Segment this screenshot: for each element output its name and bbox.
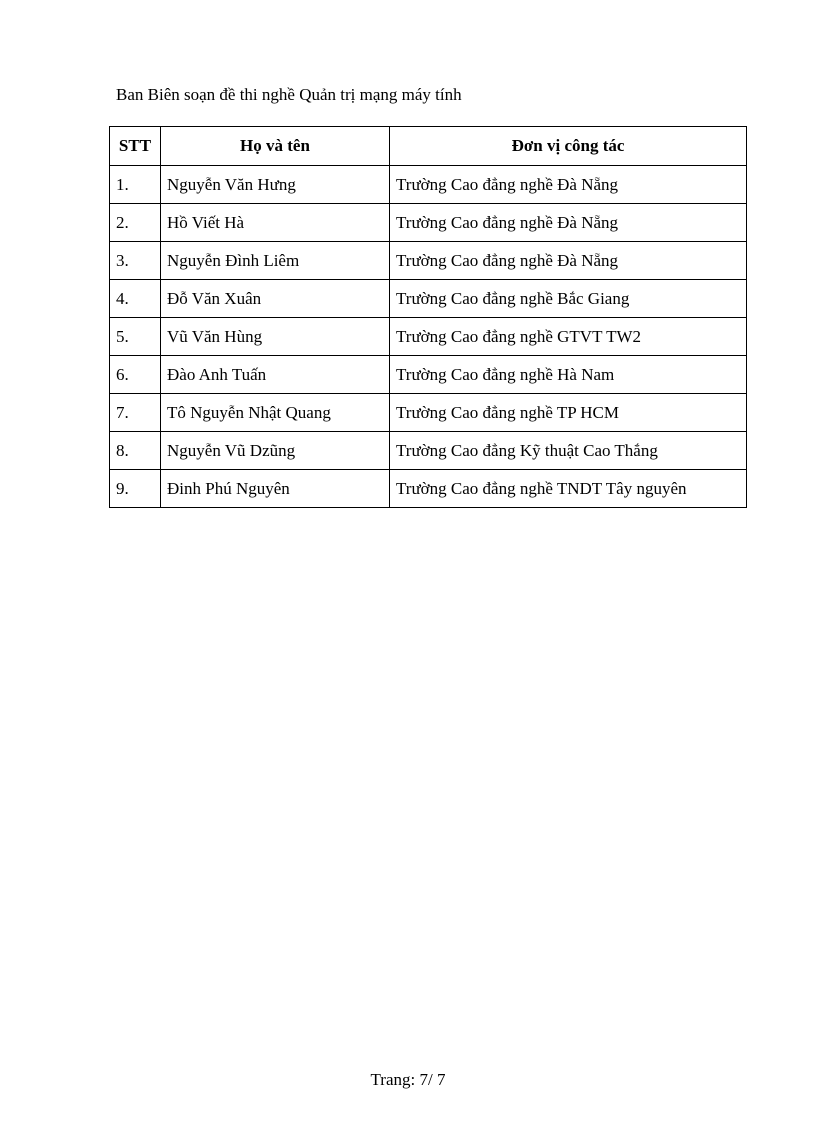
cell-unit: Trường Cao đẳng nghề Đà Nẵng xyxy=(390,166,747,204)
cell-stt: 3. xyxy=(110,242,161,280)
cell-name: Vũ Văn Hùng xyxy=(161,318,390,356)
cell-stt: 1. xyxy=(110,166,161,204)
table-row xyxy=(110,204,747,242)
members-table xyxy=(109,126,747,508)
header-stt: STT xyxy=(110,127,161,166)
cell-stt: 8. xyxy=(110,432,161,470)
cell-unit: Trường Cao đẳng nghề Hà Nam xyxy=(390,356,747,394)
cell-stt: 5. xyxy=(110,318,161,356)
cell-name: Tô Nguyễn Nhật Quang xyxy=(161,394,390,432)
cell-unit: Trường Cao đẳng nghề Đà Nẵng xyxy=(390,242,747,280)
cell-unit: Trường Cao đẳng nghề Bắc Giang xyxy=(390,280,747,318)
page-number: Trang: 7/ 7 xyxy=(370,1070,446,1089)
cell-name: Đinh Phú Nguyên xyxy=(161,470,390,508)
cell-stt: 6. xyxy=(110,356,161,394)
cell-stt: 4. xyxy=(110,280,161,318)
table-row xyxy=(110,242,747,280)
cell-unit: Trường Cao đẳng Kỹ thuật Cao Thắng xyxy=(390,432,747,470)
header-unit: Đơn vị công tác xyxy=(390,127,747,166)
document-heading: Ban Biên soạn đề thi nghề Quản trị mạng máy tính xyxy=(116,85,462,104)
cell-unit: Trường Cao đẳng nghề Đà Nẵng xyxy=(390,204,747,242)
cell-name: Đỗ Văn Xuân xyxy=(161,280,390,318)
table-row xyxy=(110,470,747,508)
cell-unit: Trường Cao đẳng nghề TP HCM xyxy=(390,394,747,432)
table-row xyxy=(110,166,747,204)
table-row xyxy=(110,318,747,356)
table-row xyxy=(110,280,747,318)
cell-stt: 9. xyxy=(110,470,161,508)
cell-name: Đào Anh Tuấn xyxy=(161,356,390,394)
cell-name: Nguyễn Vũ Dzũng xyxy=(161,432,390,470)
cell-stt: 2. xyxy=(110,204,161,242)
header-name: Họ và tên xyxy=(161,127,390,166)
cell-stt: 7. xyxy=(110,394,161,432)
table-row xyxy=(110,356,747,394)
table-header-row xyxy=(110,127,747,166)
cell-name: Nguyễn Văn Hưng xyxy=(161,166,390,204)
cell-name: Nguyễn Đình Liêm xyxy=(161,242,390,280)
cell-unit: Trường Cao đẳng nghề GTVT TW2 xyxy=(390,318,747,356)
table-row xyxy=(110,394,747,432)
cell-unit: Trường Cao đẳng nghề TNDT Tây nguyên xyxy=(390,470,747,508)
table-row xyxy=(110,432,747,470)
cell-name: Hồ Viết Hà xyxy=(161,204,390,242)
